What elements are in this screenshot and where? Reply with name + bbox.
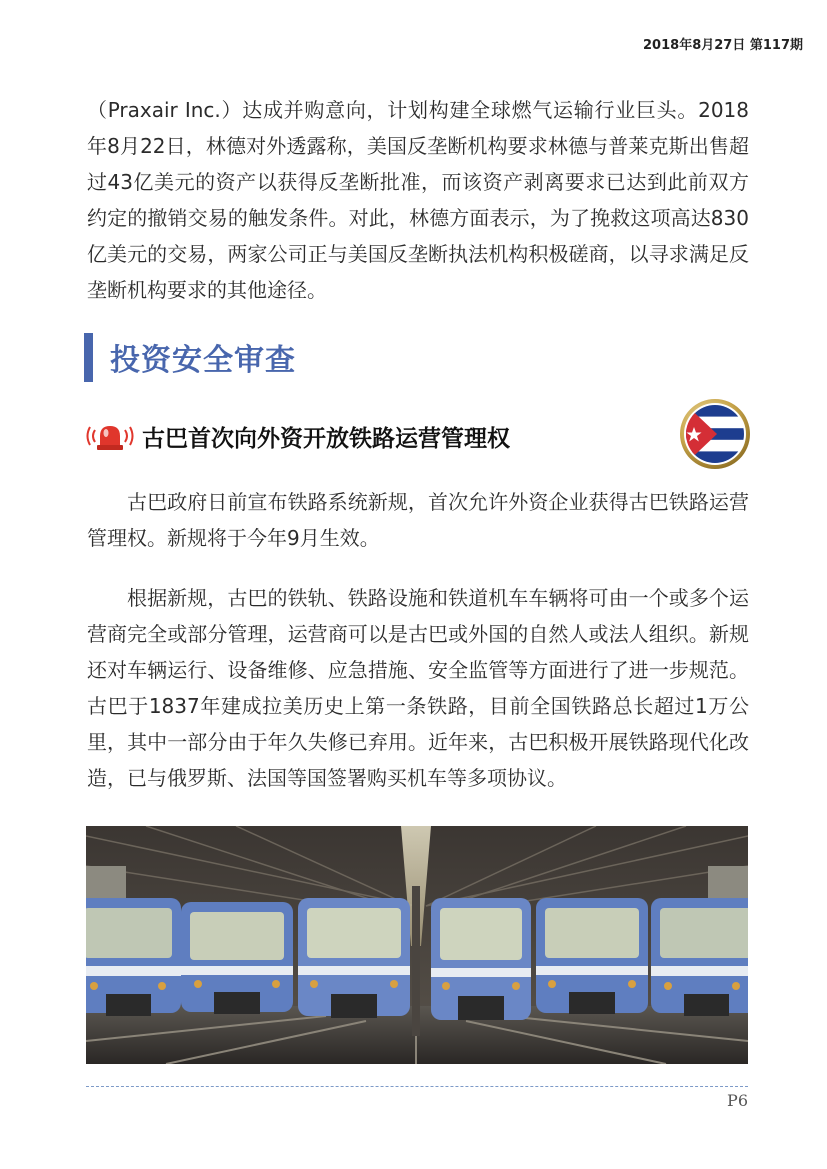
trains-in-depot-photo — [86, 826, 748, 1064]
footer-divider — [86, 1086, 748, 1087]
page-number: P6 — [727, 1091, 748, 1110]
alarm-bell-icon — [86, 420, 134, 452]
article-paragraph: 根据新规，古巴的铁轨、铁路设施和铁道机车车辆将可由一个或多个运营商完全或部分管理，运营商可以是古巴或外国的自然人或法人组织。新规还对车辆运行、设备维修、应急措施、安全监管等方面进行了进一步规范。 古巴于1837年建成拉美历史上第一条铁路，目前全国铁路总长超过1万公里，其中一部分由于年久失修已弃用。近年来，古巴积极开展铁路现代化改造，已与俄罗斯、法国等国签署购买机车等多项协议。 — [87, 586, 749, 790]
issue-date: 2018年8月27日 第117期 — [643, 38, 803, 53]
cuba-flag-icon — [679, 398, 751, 470]
section-title: 投资安全审查 — [110, 343, 296, 378]
intro-paragraph: （Praxair Inc.）达成并购意向，计划构建全球燃气运输行业巨头。2018年8月22日，林德对外透露称，美国反垄断机构要求林德与普莱克斯出售超过43亿美元的资产以获得反垄断批准，而该资产剥离要求已达到此前双方约定的撤销交易的触发条件。对此，林德方面表示，为了挽救这项高达830亿美元的交易，两家公司正与美国反垄断执法机构积极磋商，以寻求满足反垄断机构要求的其他途径。 — [87, 98, 749, 302]
article-paragraph: 古巴政府日前宣布铁路系统新规，首次允许外资企业获得古巴铁路运营管理权。新规将于今年9月生效。 — [87, 490, 749, 550]
article-title: 古巴首次向外资开放铁路运营管理权 — [142, 426, 510, 452]
section-accent-bar — [84, 333, 93, 382]
